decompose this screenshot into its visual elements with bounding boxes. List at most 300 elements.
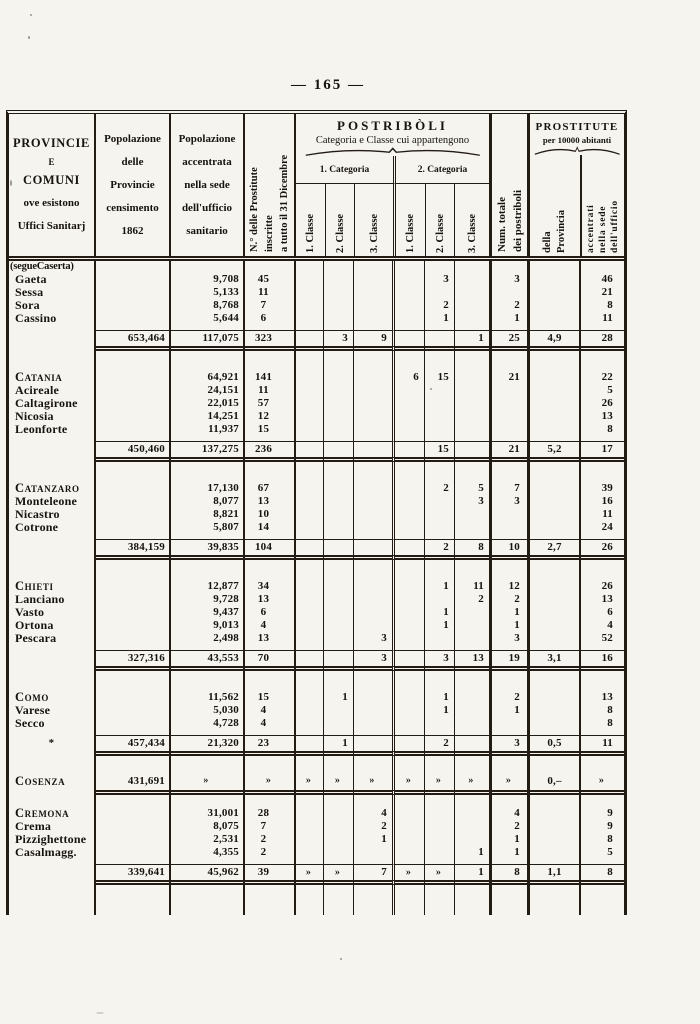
header-line: E bbox=[48, 157, 55, 167]
cell-pop_sede: 24,151 bbox=[169, 384, 243, 397]
cell-pop_sede: 4,728 bbox=[169, 717, 243, 730]
vertical-header-line: Num. totale bbox=[495, 197, 508, 252]
cell-pop_sede: 9,708 bbox=[169, 273, 243, 286]
cell-c2_1 bbox=[392, 331, 424, 346]
cell-c2_1 bbox=[392, 410, 424, 423]
cell-ps: 21 bbox=[579, 286, 624, 299]
cell-pop_sede: 22,015 bbox=[169, 397, 243, 410]
cell-ps bbox=[579, 756, 624, 772]
cell-c1_2 bbox=[323, 495, 353, 508]
cell-pop_prov: 431,691 bbox=[94, 772, 169, 790]
cell-c1_1 bbox=[294, 423, 323, 436]
cell-c2_1 bbox=[392, 820, 424, 833]
cell-c2_3 bbox=[454, 312, 489, 325]
cell-c1_3 bbox=[353, 671, 392, 691]
cell-name: * bbox=[48, 737, 55, 749]
cell-pp bbox=[527, 671, 579, 691]
cell-c2_3: 3 bbox=[454, 495, 489, 508]
cell-pop_prov bbox=[94, 423, 169, 436]
cell-n: » bbox=[243, 772, 294, 790]
table-header bbox=[9, 114, 624, 261]
cell-c1_2 bbox=[323, 462, 353, 482]
cell-c2_1 bbox=[392, 261, 424, 273]
cell-c2_3 bbox=[454, 521, 489, 534]
cell-c1_2 bbox=[323, 371, 353, 384]
cell-c1_3 bbox=[353, 619, 392, 632]
cell-name: Cremona bbox=[15, 806, 70, 820]
cell-c1_2 bbox=[323, 717, 353, 730]
cell-c1_2 bbox=[323, 397, 353, 410]
cell-c1_3 bbox=[353, 593, 392, 606]
cell-ps: 13 bbox=[579, 410, 624, 423]
cell-tot bbox=[489, 351, 527, 371]
cell-pop_sede: 12,877 bbox=[169, 580, 243, 593]
brace-icon bbox=[304, 147, 482, 156]
cell-ps: 11 bbox=[579, 736, 624, 751]
cell-c1_3 bbox=[353, 351, 392, 371]
cell-c1_1 bbox=[294, 619, 323, 632]
cell-name: Catania bbox=[15, 370, 63, 384]
header-popolazione-provincie bbox=[94, 114, 169, 256]
cell-pp bbox=[527, 508, 579, 521]
table-row bbox=[9, 833, 624, 846]
classe-header-cell bbox=[296, 184, 325, 256]
cell-c2_1 bbox=[392, 286, 424, 299]
cell-n bbox=[243, 462, 294, 482]
cell-c1_3: 7 bbox=[353, 865, 392, 880]
cell-pop_prov bbox=[94, 482, 169, 495]
cell-c1_2 bbox=[323, 261, 353, 273]
cell-n: 39 bbox=[243, 865, 294, 880]
cell-c2_2 bbox=[424, 795, 454, 807]
header-line: sanitario bbox=[186, 224, 228, 237]
cell-pp bbox=[527, 482, 579, 495]
cell-c1_1 bbox=[294, 807, 323, 820]
cell-c2_3 bbox=[454, 632, 489, 645]
cell-name bbox=[9, 756, 94, 772]
cell-c2_3 bbox=[454, 671, 489, 691]
header-prostitute-sede bbox=[580, 155, 624, 256]
cell-c2_3: 1 bbox=[454, 846, 489, 859]
cell-c2_2 bbox=[424, 560, 454, 580]
cell-c1_3 bbox=[353, 606, 392, 619]
table-row bbox=[9, 521, 624, 534]
cell-c1_1 bbox=[294, 462, 323, 482]
cell-tot bbox=[489, 410, 527, 423]
table-row bbox=[9, 312, 624, 325]
cell-pp bbox=[527, 820, 579, 833]
cell-c2_1 bbox=[392, 397, 424, 410]
statistics-table bbox=[6, 110, 627, 915]
table-row bbox=[9, 772, 624, 790]
cell-name: Monteleone bbox=[15, 494, 77, 508]
cell-c1_2 bbox=[323, 632, 353, 645]
cell-c1_3: 1 bbox=[353, 833, 392, 846]
cell-name bbox=[9, 442, 94, 457]
cell-c2_2: 2 bbox=[424, 736, 454, 751]
cell-pop_prov bbox=[94, 580, 169, 593]
cell-n: 236 bbox=[243, 442, 294, 457]
classe-header-label: 3. Classe bbox=[368, 213, 380, 253]
cell-c1_1 bbox=[294, 299, 323, 312]
cell-c2_1 bbox=[392, 846, 424, 859]
cell-c1_2 bbox=[323, 846, 353, 859]
cell-ps: 22 bbox=[579, 371, 624, 384]
cell-c2_2 bbox=[424, 846, 454, 859]
cell-pp bbox=[527, 273, 579, 286]
vertical-header-line: della bbox=[542, 231, 554, 253]
cell-c1_1 bbox=[294, 540, 323, 555]
cell-c1_2 bbox=[323, 410, 353, 423]
table-body bbox=[9, 261, 624, 915]
table-row bbox=[9, 717, 624, 730]
cell-c1_3 bbox=[353, 756, 392, 772]
cell-c1_2 bbox=[323, 442, 353, 457]
vertical-header-line: dei postriboli bbox=[511, 189, 524, 252]
cell-ps: 5 bbox=[579, 384, 624, 397]
table-row bbox=[9, 397, 624, 410]
cell-tot: 1 bbox=[489, 312, 527, 325]
cell-pop_prov bbox=[94, 704, 169, 717]
cell-pop_sede bbox=[169, 560, 243, 580]
cell-c1_1 bbox=[294, 371, 323, 384]
cell-c1_3 bbox=[353, 384, 392, 397]
cell-c2_1 bbox=[392, 632, 424, 645]
cell-c2_1 bbox=[392, 299, 424, 312]
cell-c1_1 bbox=[294, 410, 323, 423]
cell-c1_1 bbox=[294, 820, 323, 833]
cell-n: 12 bbox=[243, 410, 294, 423]
cell-pop_sede: 5,807 bbox=[169, 521, 243, 534]
cell-pop_sede: » bbox=[169, 772, 243, 790]
scan-speck bbox=[28, 36, 30, 39]
vertical-header-line: Provincia bbox=[556, 210, 568, 253]
cell-c2_2 bbox=[424, 331, 454, 346]
cell-c2_2 bbox=[424, 807, 454, 820]
cell-c2_1 bbox=[392, 482, 424, 495]
cell-c1_3 bbox=[353, 508, 392, 521]
classe-header-label: 2. Classe bbox=[434, 213, 446, 253]
cell-ps bbox=[579, 462, 624, 482]
cell-c2_1 bbox=[392, 462, 424, 482]
cell-pop_prov bbox=[94, 885, 169, 915]
cell-pp bbox=[527, 423, 579, 436]
cell-pop_prov bbox=[94, 351, 169, 371]
cell-tot bbox=[489, 261, 527, 273]
cell-name: Nicosia bbox=[15, 409, 54, 423]
cell-n bbox=[243, 261, 294, 273]
cell-ps: 26 bbox=[579, 540, 624, 555]
vertical-header-line: inscritte bbox=[264, 215, 275, 252]
cell-c1_2: 1 bbox=[323, 736, 353, 751]
cell-pop_sede: 8,821 bbox=[169, 508, 243, 521]
categoria-1-header: 1. Categoria bbox=[296, 156, 393, 184]
cell-pop_prov bbox=[94, 632, 169, 645]
cell-c2_2 bbox=[424, 820, 454, 833]
cell-c2_2 bbox=[424, 286, 454, 299]
cell-c1_3 bbox=[353, 580, 392, 593]
cell-c2_1 bbox=[392, 671, 424, 691]
cell-c2_1 bbox=[392, 833, 424, 846]
cell-c2_1 bbox=[392, 495, 424, 508]
table-row bbox=[9, 691, 624, 704]
classe-header-cell bbox=[425, 184, 455, 256]
cell-pop_sede: 64,921 bbox=[169, 371, 243, 384]
header-line: censimento bbox=[106, 201, 159, 214]
cell-c1_1 bbox=[294, 580, 323, 593]
table-row bbox=[9, 651, 624, 666]
cell-c2_3: 1 bbox=[454, 865, 489, 880]
vertical-header-line: N.° delle Prostitute bbox=[249, 167, 260, 252]
cell-c1_1 bbox=[294, 736, 323, 751]
cell-ps: 11 bbox=[579, 508, 624, 521]
cell-c1_2 bbox=[323, 795, 353, 807]
cell-ps: 5 bbox=[579, 846, 624, 859]
cell-pp bbox=[527, 521, 579, 534]
cell-pop_prov bbox=[94, 846, 169, 859]
cell-c1_3 bbox=[353, 691, 392, 704]
cell-name: Caltagirone bbox=[15, 396, 78, 410]
cell-ps bbox=[579, 795, 624, 807]
cell-c1_1 bbox=[294, 846, 323, 859]
cell-c1_2: » bbox=[323, 772, 353, 790]
cell-n: 34 bbox=[243, 580, 294, 593]
cell-c2_3 bbox=[454, 736, 489, 751]
cell-c1_1 bbox=[294, 671, 323, 691]
cell-c2_1 bbox=[392, 807, 424, 820]
cell-c2_2: 1 bbox=[424, 691, 454, 704]
cell-name: Casalmagg. bbox=[15, 845, 77, 859]
cell-pp bbox=[527, 462, 579, 482]
cell-pop_sede: 8,077 bbox=[169, 495, 243, 508]
cell-pp bbox=[527, 312, 579, 325]
cell-c2_3 bbox=[454, 462, 489, 482]
cell-c2_1 bbox=[392, 423, 424, 436]
cell-c2_2: 1 bbox=[424, 606, 454, 619]
cell-n: 14 bbox=[243, 521, 294, 534]
cell-tot: 12 bbox=[489, 580, 527, 593]
cell-c2_2: 1 bbox=[424, 312, 454, 325]
cell-ps: 52 bbox=[579, 632, 624, 645]
cell-pop_prov bbox=[94, 717, 169, 730]
table-row bbox=[9, 261, 624, 273]
cell-pop_sede: 4,355 bbox=[169, 846, 243, 859]
cell-n: 104 bbox=[243, 540, 294, 555]
table-row bbox=[9, 885, 624, 915]
cell-ps: 8 bbox=[579, 704, 624, 717]
cell-pp bbox=[527, 756, 579, 772]
cell-c2_3: 1 bbox=[454, 331, 489, 346]
cell-c1_3 bbox=[353, 482, 392, 495]
cell-ps: 4 bbox=[579, 619, 624, 632]
cell-ps bbox=[579, 671, 624, 691]
cell-ps bbox=[579, 560, 624, 580]
cell-pp bbox=[527, 351, 579, 371]
cell-name: Cassino bbox=[15, 311, 57, 325]
cell-name: Nicastro bbox=[15, 507, 60, 521]
cell-c1_2 bbox=[323, 273, 353, 286]
cell-tot: 1 bbox=[489, 833, 527, 846]
cell-pop_sede: 9,728 bbox=[169, 593, 243, 606]
cell-tot: 3 bbox=[489, 632, 527, 645]
cell-n: 7 bbox=[243, 820, 294, 833]
cell-name bbox=[9, 560, 94, 580]
table-row bbox=[9, 482, 624, 495]
cell-c1_2 bbox=[323, 593, 353, 606]
cell-pp bbox=[527, 846, 579, 859]
table-row bbox=[9, 820, 624, 833]
cell-tot: 1 bbox=[489, 619, 527, 632]
cell-pp bbox=[527, 495, 579, 508]
cell-tot bbox=[489, 462, 527, 482]
cell-name bbox=[9, 540, 94, 555]
table-row bbox=[9, 632, 624, 645]
table-row bbox=[9, 540, 624, 555]
classe-header-label: 2. Classe bbox=[334, 213, 346, 253]
cell-c1_3 bbox=[353, 795, 392, 807]
cell-ps: 26 bbox=[579, 580, 624, 593]
cell-c2_2: 15 bbox=[424, 371, 454, 384]
cell-pp: 1,1 bbox=[527, 865, 579, 880]
postriboli-group-top bbox=[296, 114, 489, 184]
cell-pp bbox=[527, 606, 579, 619]
table-row bbox=[9, 704, 624, 717]
cell-c1_1 bbox=[294, 312, 323, 325]
cell-tot bbox=[489, 717, 527, 730]
cell-ps: 16 bbox=[579, 651, 624, 666]
classe-header-cell bbox=[393, 184, 425, 256]
classe-header-label: 1. Classe bbox=[404, 213, 416, 253]
cell-c2_1 bbox=[392, 560, 424, 580]
table-row bbox=[9, 619, 624, 632]
cell-ps: 13 bbox=[579, 691, 624, 704]
cell-c2_3 bbox=[454, 885, 489, 915]
header-line: delle bbox=[121, 155, 144, 168]
postriboli-title: POSTRIBÒLI bbox=[337, 118, 448, 133]
cell-c1_1 bbox=[294, 331, 323, 346]
cell-name: Chieti bbox=[15, 579, 54, 593]
cell-c2_3 bbox=[454, 286, 489, 299]
cell-pp bbox=[527, 885, 579, 915]
cell-pop_sede bbox=[169, 671, 243, 691]
cell-pop_sede: 31,001 bbox=[169, 807, 243, 820]
cell-pop_prov: 339,641 bbox=[94, 865, 169, 880]
cell-tot: 21 bbox=[489, 442, 527, 457]
cell-c2_2 bbox=[424, 593, 454, 606]
cell-tot: 3 bbox=[489, 273, 527, 286]
cell-pop_prov bbox=[94, 807, 169, 820]
cell-tot: 1 bbox=[489, 704, 527, 717]
cell-c2_1: » bbox=[392, 772, 424, 790]
cell-name: Varese bbox=[15, 703, 51, 717]
cell-pop_prov bbox=[94, 410, 169, 423]
cell-pp bbox=[527, 593, 579, 606]
cell-ps: 28 bbox=[579, 331, 624, 346]
cell-pop_prov bbox=[94, 691, 169, 704]
cell-ps: 24 bbox=[579, 521, 624, 534]
cell-n: 6 bbox=[243, 606, 294, 619]
cell-name bbox=[9, 462, 94, 482]
cell-c2_1 bbox=[392, 351, 424, 371]
cell-c1_2 bbox=[323, 482, 353, 495]
cell-pop_sede: 11,937 bbox=[169, 423, 243, 436]
cell-pop_sede: 9,437 bbox=[169, 606, 243, 619]
cell-tot bbox=[489, 521, 527, 534]
cell-pop_prov bbox=[94, 495, 169, 508]
vertical-header-line: accentrati bbox=[586, 204, 597, 253]
cell-ps bbox=[579, 261, 624, 273]
cell-c2_3 bbox=[454, 619, 489, 632]
cell-c2_1 bbox=[392, 756, 424, 772]
cell-pp bbox=[527, 299, 579, 312]
cell-c2_1 bbox=[392, 580, 424, 593]
cell-c2_1 bbox=[392, 651, 424, 666]
page-number: — 165 — bbox=[291, 77, 365, 93]
cell-c2_2: 2 bbox=[424, 299, 454, 312]
cell-c2_2: 2 bbox=[424, 540, 454, 555]
cell-c2_3 bbox=[454, 371, 489, 384]
cell-pop_prov bbox=[94, 521, 169, 534]
table-row bbox=[9, 273, 624, 286]
cell-c2_2 bbox=[424, 717, 454, 730]
cell-c1_3 bbox=[353, 736, 392, 751]
header-popolazione-sede bbox=[169, 114, 243, 256]
cell-c2_2 bbox=[424, 410, 454, 423]
cell-c1_3: 9 bbox=[353, 331, 392, 346]
cell-name: Pescara bbox=[15, 631, 57, 645]
cell-c2_3 bbox=[454, 606, 489, 619]
cell-tot bbox=[489, 286, 527, 299]
cell-c1_3: » bbox=[353, 772, 392, 790]
cell-tot: 2 bbox=[489, 299, 527, 312]
cell-tot: 2 bbox=[489, 691, 527, 704]
cell-pp bbox=[527, 384, 579, 397]
cell-pop_prov bbox=[94, 261, 169, 273]
cell-ps bbox=[579, 885, 624, 915]
cell-c2_2: 1 bbox=[424, 619, 454, 632]
brace-icon bbox=[534, 146, 620, 155]
cell-c2_1 bbox=[392, 704, 424, 717]
header-prostitute-group bbox=[527, 114, 624, 256]
cell-pop_sede: 5,030 bbox=[169, 704, 243, 717]
cell-c1_3 bbox=[353, 299, 392, 312]
cell-c2_3 bbox=[454, 704, 489, 717]
table-row bbox=[9, 671, 624, 691]
cell-tot bbox=[489, 560, 527, 580]
cell-c1_1: » bbox=[294, 772, 323, 790]
cell-c2_1 bbox=[392, 384, 424, 397]
cell-pp: 3,1 bbox=[527, 651, 579, 666]
cell-c2_3 bbox=[454, 820, 489, 833]
cell-pp bbox=[527, 560, 579, 580]
cell-pop_sede: 43,553 bbox=[169, 651, 243, 666]
header-prostitute-provincia bbox=[530, 155, 580, 256]
cell-tot: 1 bbox=[489, 846, 527, 859]
cell-pp: 0,– bbox=[527, 772, 579, 790]
table-row bbox=[9, 331, 624, 346]
cell-name bbox=[9, 651, 94, 666]
cell-c2_3: 13 bbox=[454, 651, 489, 666]
classe-headers bbox=[296, 184, 489, 256]
cell-ps: 6 bbox=[579, 606, 624, 619]
cell-c1_3 bbox=[353, 521, 392, 534]
cell-pop_prov: 384,159 bbox=[94, 540, 169, 555]
cell-pp: 5,2 bbox=[527, 442, 579, 457]
classe-header-label: 3. Classe bbox=[466, 213, 478, 253]
cell-c2_2: 2 bbox=[424, 482, 454, 495]
vertical-header-line: a tutto il 31 Dicembre bbox=[279, 154, 290, 252]
scan-speck bbox=[10, 180, 12, 186]
